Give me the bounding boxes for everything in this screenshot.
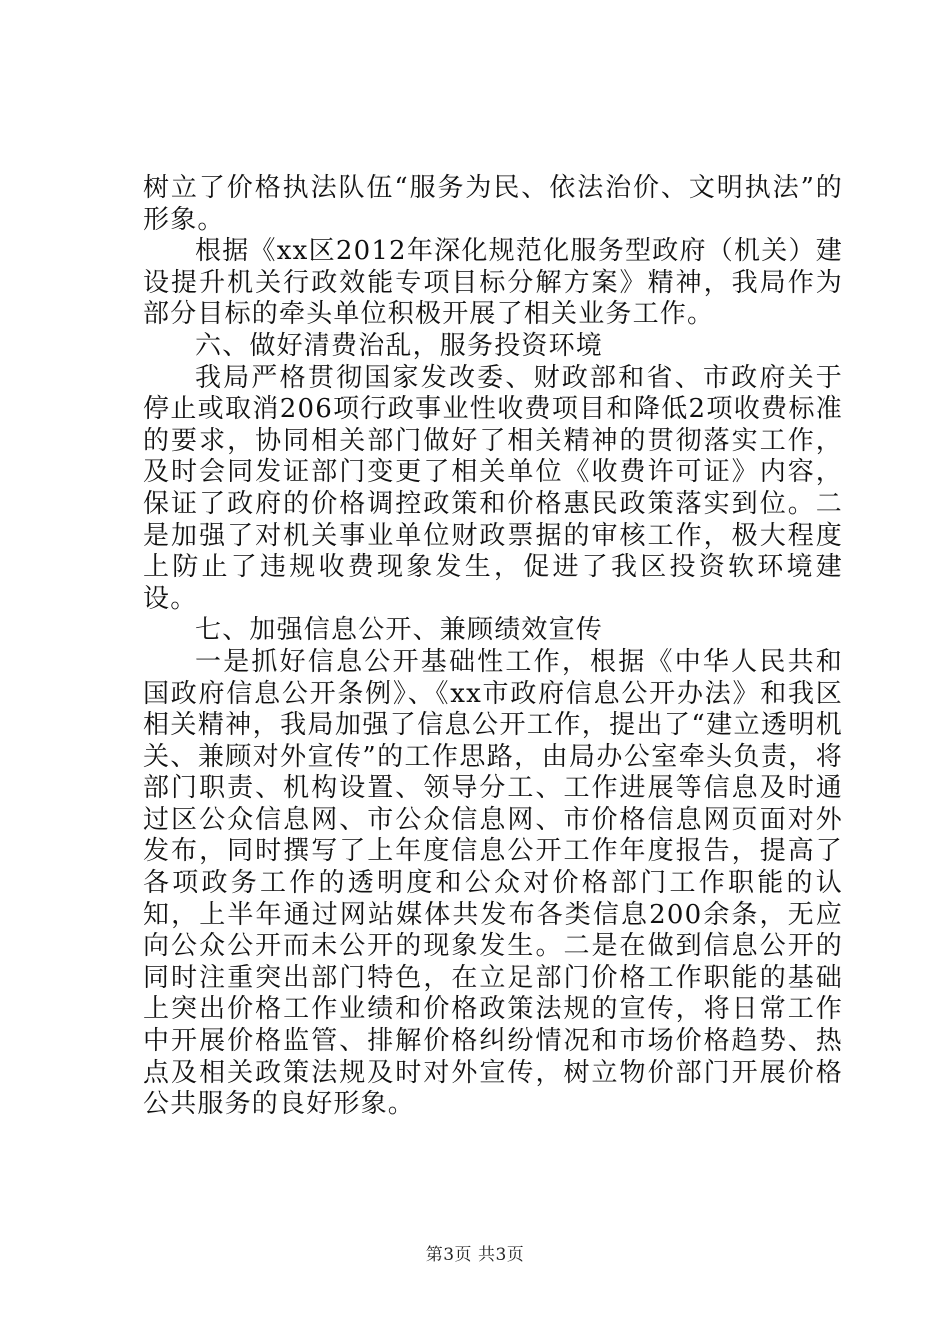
page-footer: 第3页 共3页 xyxy=(425,1245,525,1265)
paragraph-continuation: 树立了价格执法队伍“服务为民、依法治价、文明执法”的形象。 xyxy=(143,173,843,235)
section-heading-seven: 七、加强信息公开、兼顾绩效宣传 xyxy=(195,615,604,646)
section-heading-six: 六、做好清费治乱，服务投资环境 xyxy=(195,330,604,361)
paragraph-information-disclosure: 一是抓好信息公开基础性工作，根据《中华人民共和国政府信息公开条例》、《xx市政府信息公开办法》和我区相关精神，我局加强了信息公开工作，提出了“建立透明机关、兼顾对外宣传”的工作思路，由局办公室牵头负责，将部门职责、机构设置、领导分工、工作进展等信息及时通过区公众信息网、市公众信息网、市价格信息网页面对外发布，同时撰写了上年度信息公开工作年度报告，提高了各项政务工作的透明度和公众对价格部门工作职能的认知，上半年通过网站媒体共发布各类信息200余条，无应向公众公开而未公开的现象发生。二是在做到信息公开的同时注重突出部门特色，在立足部门价格工作职能的基础上突出价格工作业绩和价格政策法规的宣传，将日常工作中开展价格监管、排解价格纠纷情况和市场价格趋势、热点及相关政策法规及时对外宣传，树立物价部门开展价格公共服务的良好形象。 xyxy=(143,646,843,1120)
document-body xyxy=(143,173,843,1121)
paragraph-target-plan: 根据《xx区2012年深化规范化服务型政府（机关）建设提升机关行政效能专项目标分解方案》精神，我局作为部分目标的牵头单位积极开展了相关业务工作。 xyxy=(143,236,843,330)
paragraph-fee-governance: 我局严格贯彻国家发改委、财政部和省、市政府关于停止或取消206项行政事业性收费项目和降低2项收费标准的要求，协同相关部门做好了相关精神的贯彻落实工作，及时会同发证部门变更了相关单位《收费许可证》内容，保证了政府的价格调控政策和价格惠民政策落实到位。二是加强了对机关事业单位财政票据的审核工作，极大程度上防止了违规收费现象发生，促进了我区投资软环境建设。 xyxy=(143,362,843,614)
